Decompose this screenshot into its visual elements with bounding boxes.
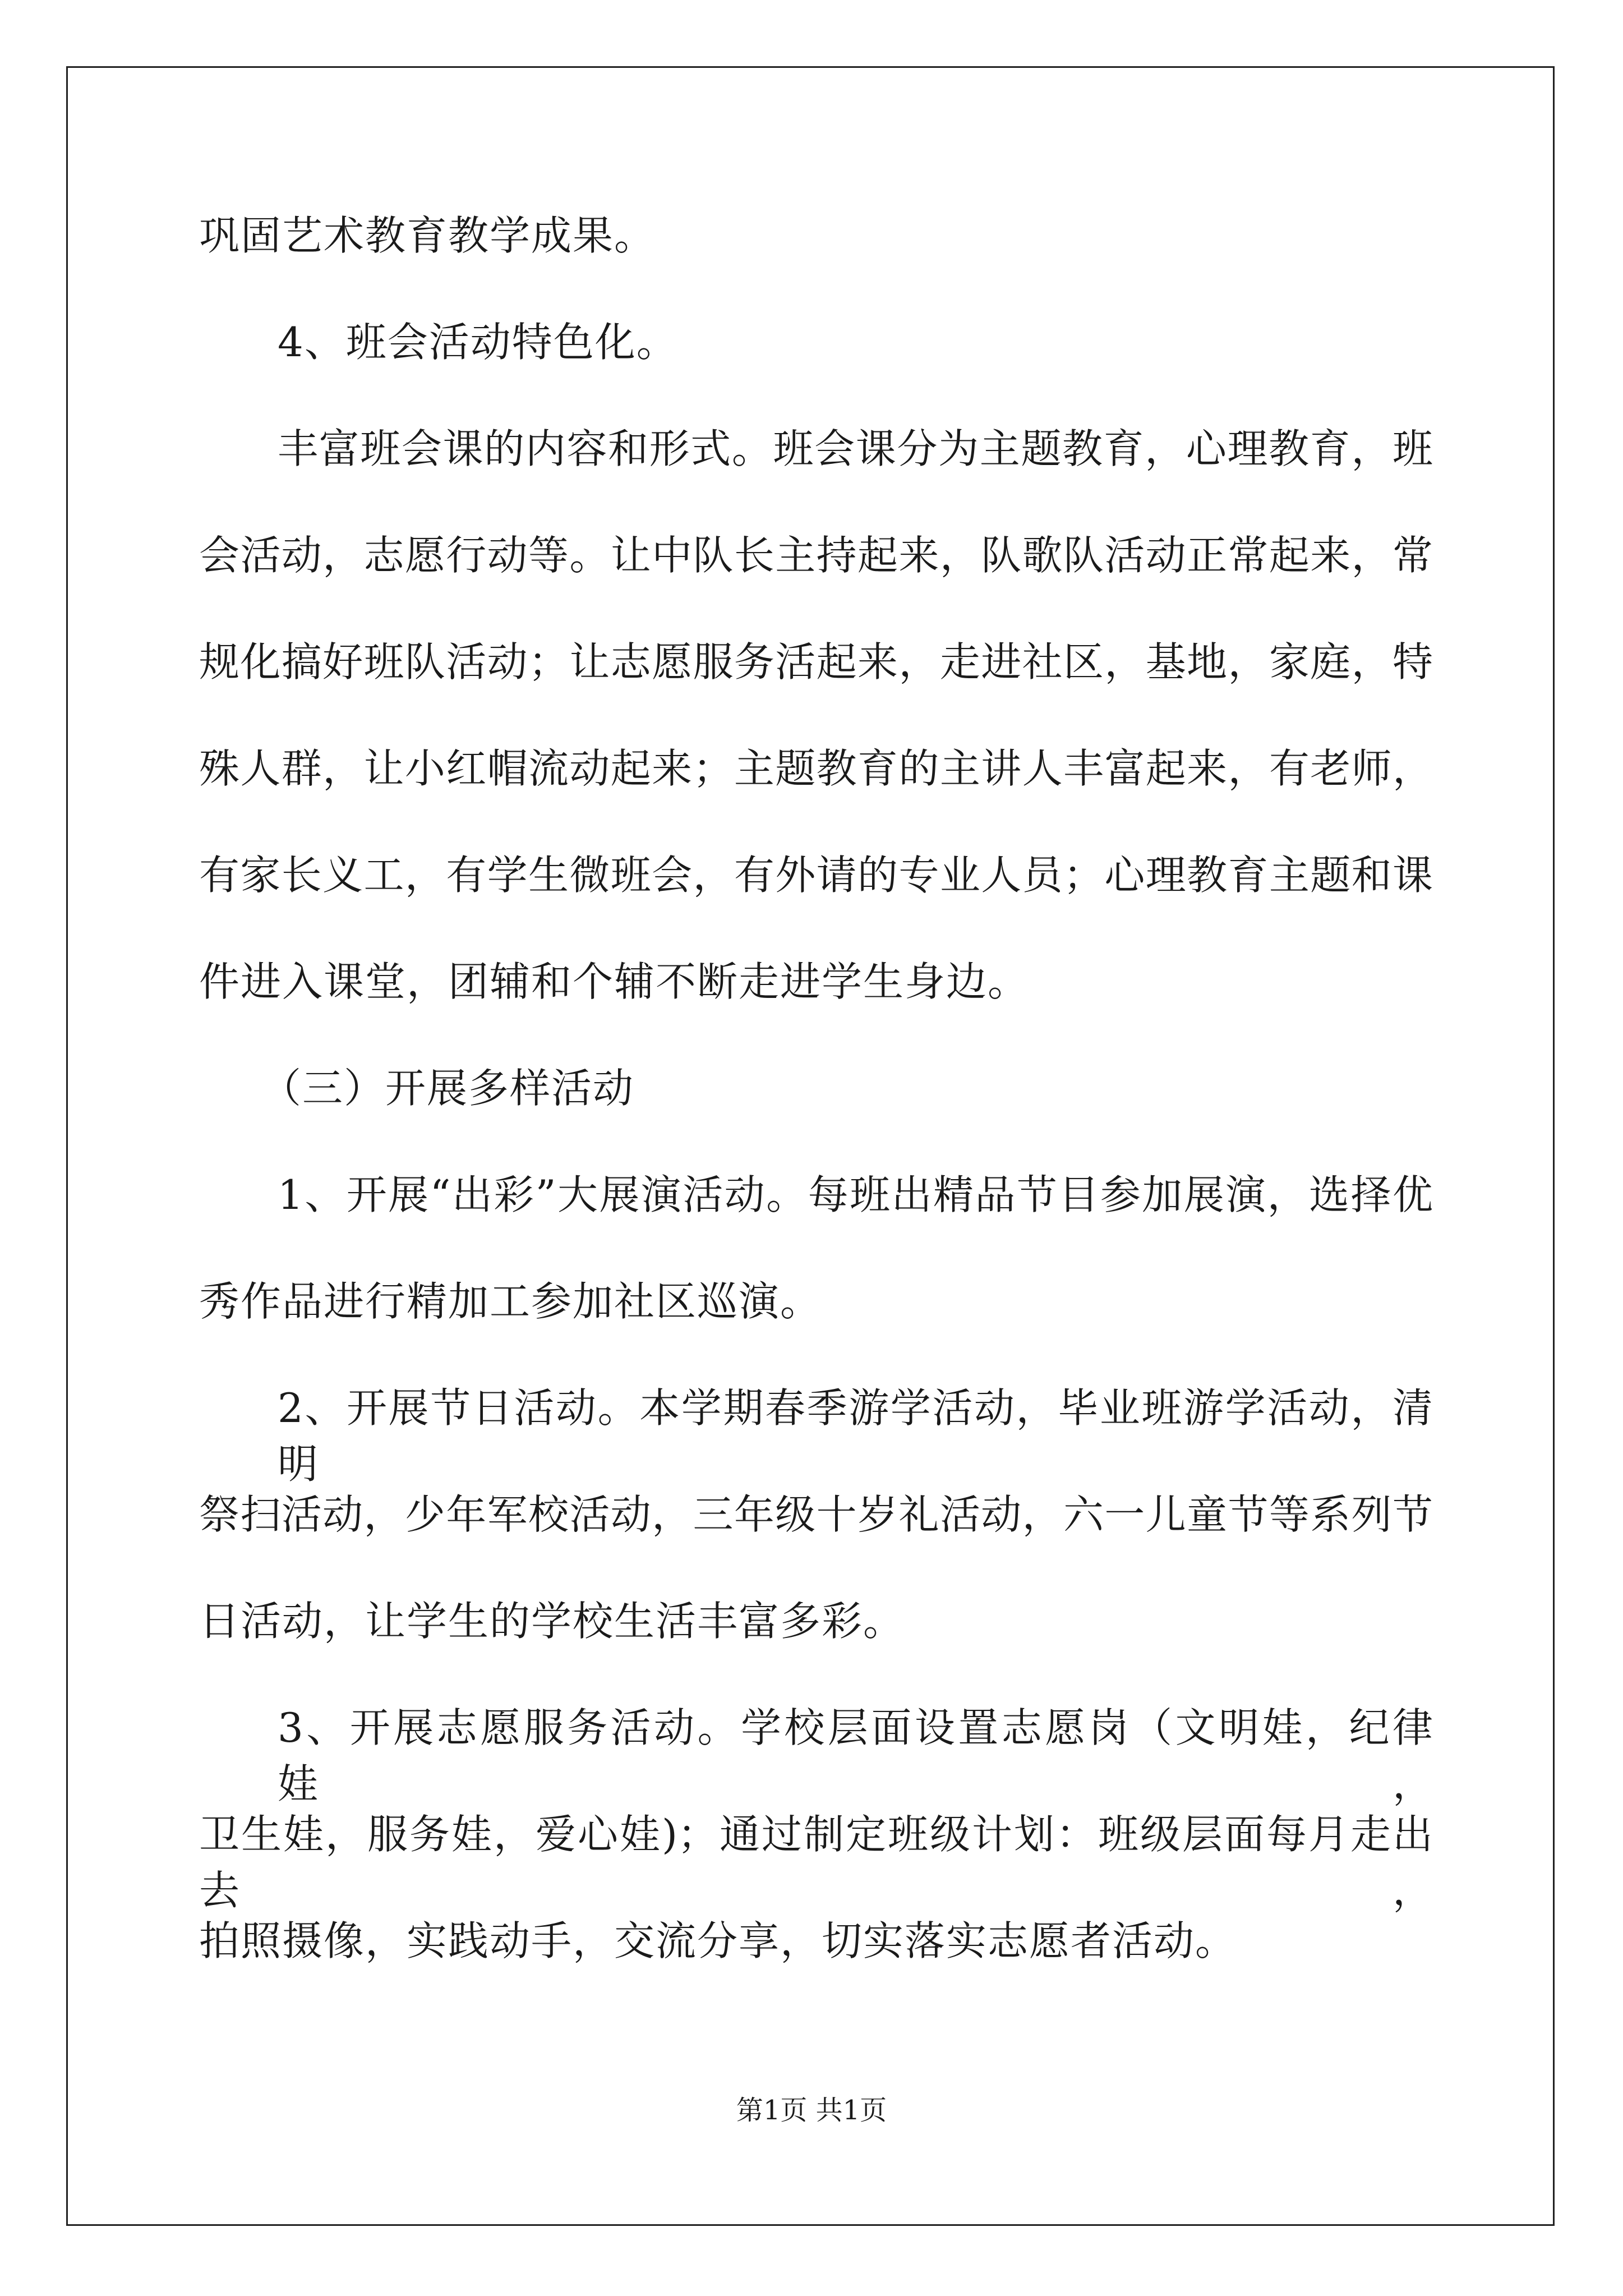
paragraph-line: 祭扫活动，少年军校活动，三年级十岁礼活动，六一儿童节等系列节 <box>199 1491 1433 1538</box>
section-heading: 4、班会活动特色化。 <box>278 319 678 366</box>
paragraph-line: 殊人群，让小红帽流动起来；主题教育的主讲人丰富起来，有老师， <box>199 745 1433 792</box>
paragraph-line: 2、开展节日活动。本学期春季游学活动，毕业班游学活动，清明 <box>278 1384 1433 1488</box>
paragraph-line: 1、开展“出彩”大展演活动。每班出精品节目参加展演，选择优 <box>278 1171 1433 1218</box>
paragraph-line: 拍照摄像，实践动手，交流分享，切实落实志愿者活动。 <box>199 1917 1237 1964</box>
paragraph-line: 丰富班会课的内容和形式。班会课分为主题教育，心理教育，班 <box>278 425 1433 472</box>
page-number-footer: 第1页 共1页 <box>736 2095 887 2126</box>
paragraph-line: 规化搞好班队活动；让志愿服务活起来，走进社区，基地，家庭，特 <box>199 638 1433 685</box>
paragraph-line: 件进入课堂，团辅和个辅不断走进学生身边。 <box>199 958 1030 1005</box>
paragraph-line: 3、开展志愿服务活动。学校层面设置志愿岗（文明娃，纪律娃， <box>278 1704 1433 1807</box>
paragraph-line: 日活动，让学生的学校生活丰富多彩。 <box>199 1598 905 1645</box>
paragraph-line: 卫生娃，服务娃，爱心娃)；通过制定班级计划：班级层面每月走出去， <box>199 1811 1433 1914</box>
paragraph-line: 有家长义工，有学生微班会，有外请的专业人员；心理教育主题和课 <box>199 852 1433 899</box>
section-heading: （三）开展多样活动 <box>261 1065 635 1112</box>
paragraph-line: 秀作品进行精加工参加社区巡演。 <box>199 1278 822 1325</box>
paragraph-line: 会活动，志愿行动等。让中队长主持起来，队歌队活动正常起来，常 <box>199 532 1433 579</box>
paragraph-line: 巩固艺术教育教学成果。 <box>199 212 656 259</box>
